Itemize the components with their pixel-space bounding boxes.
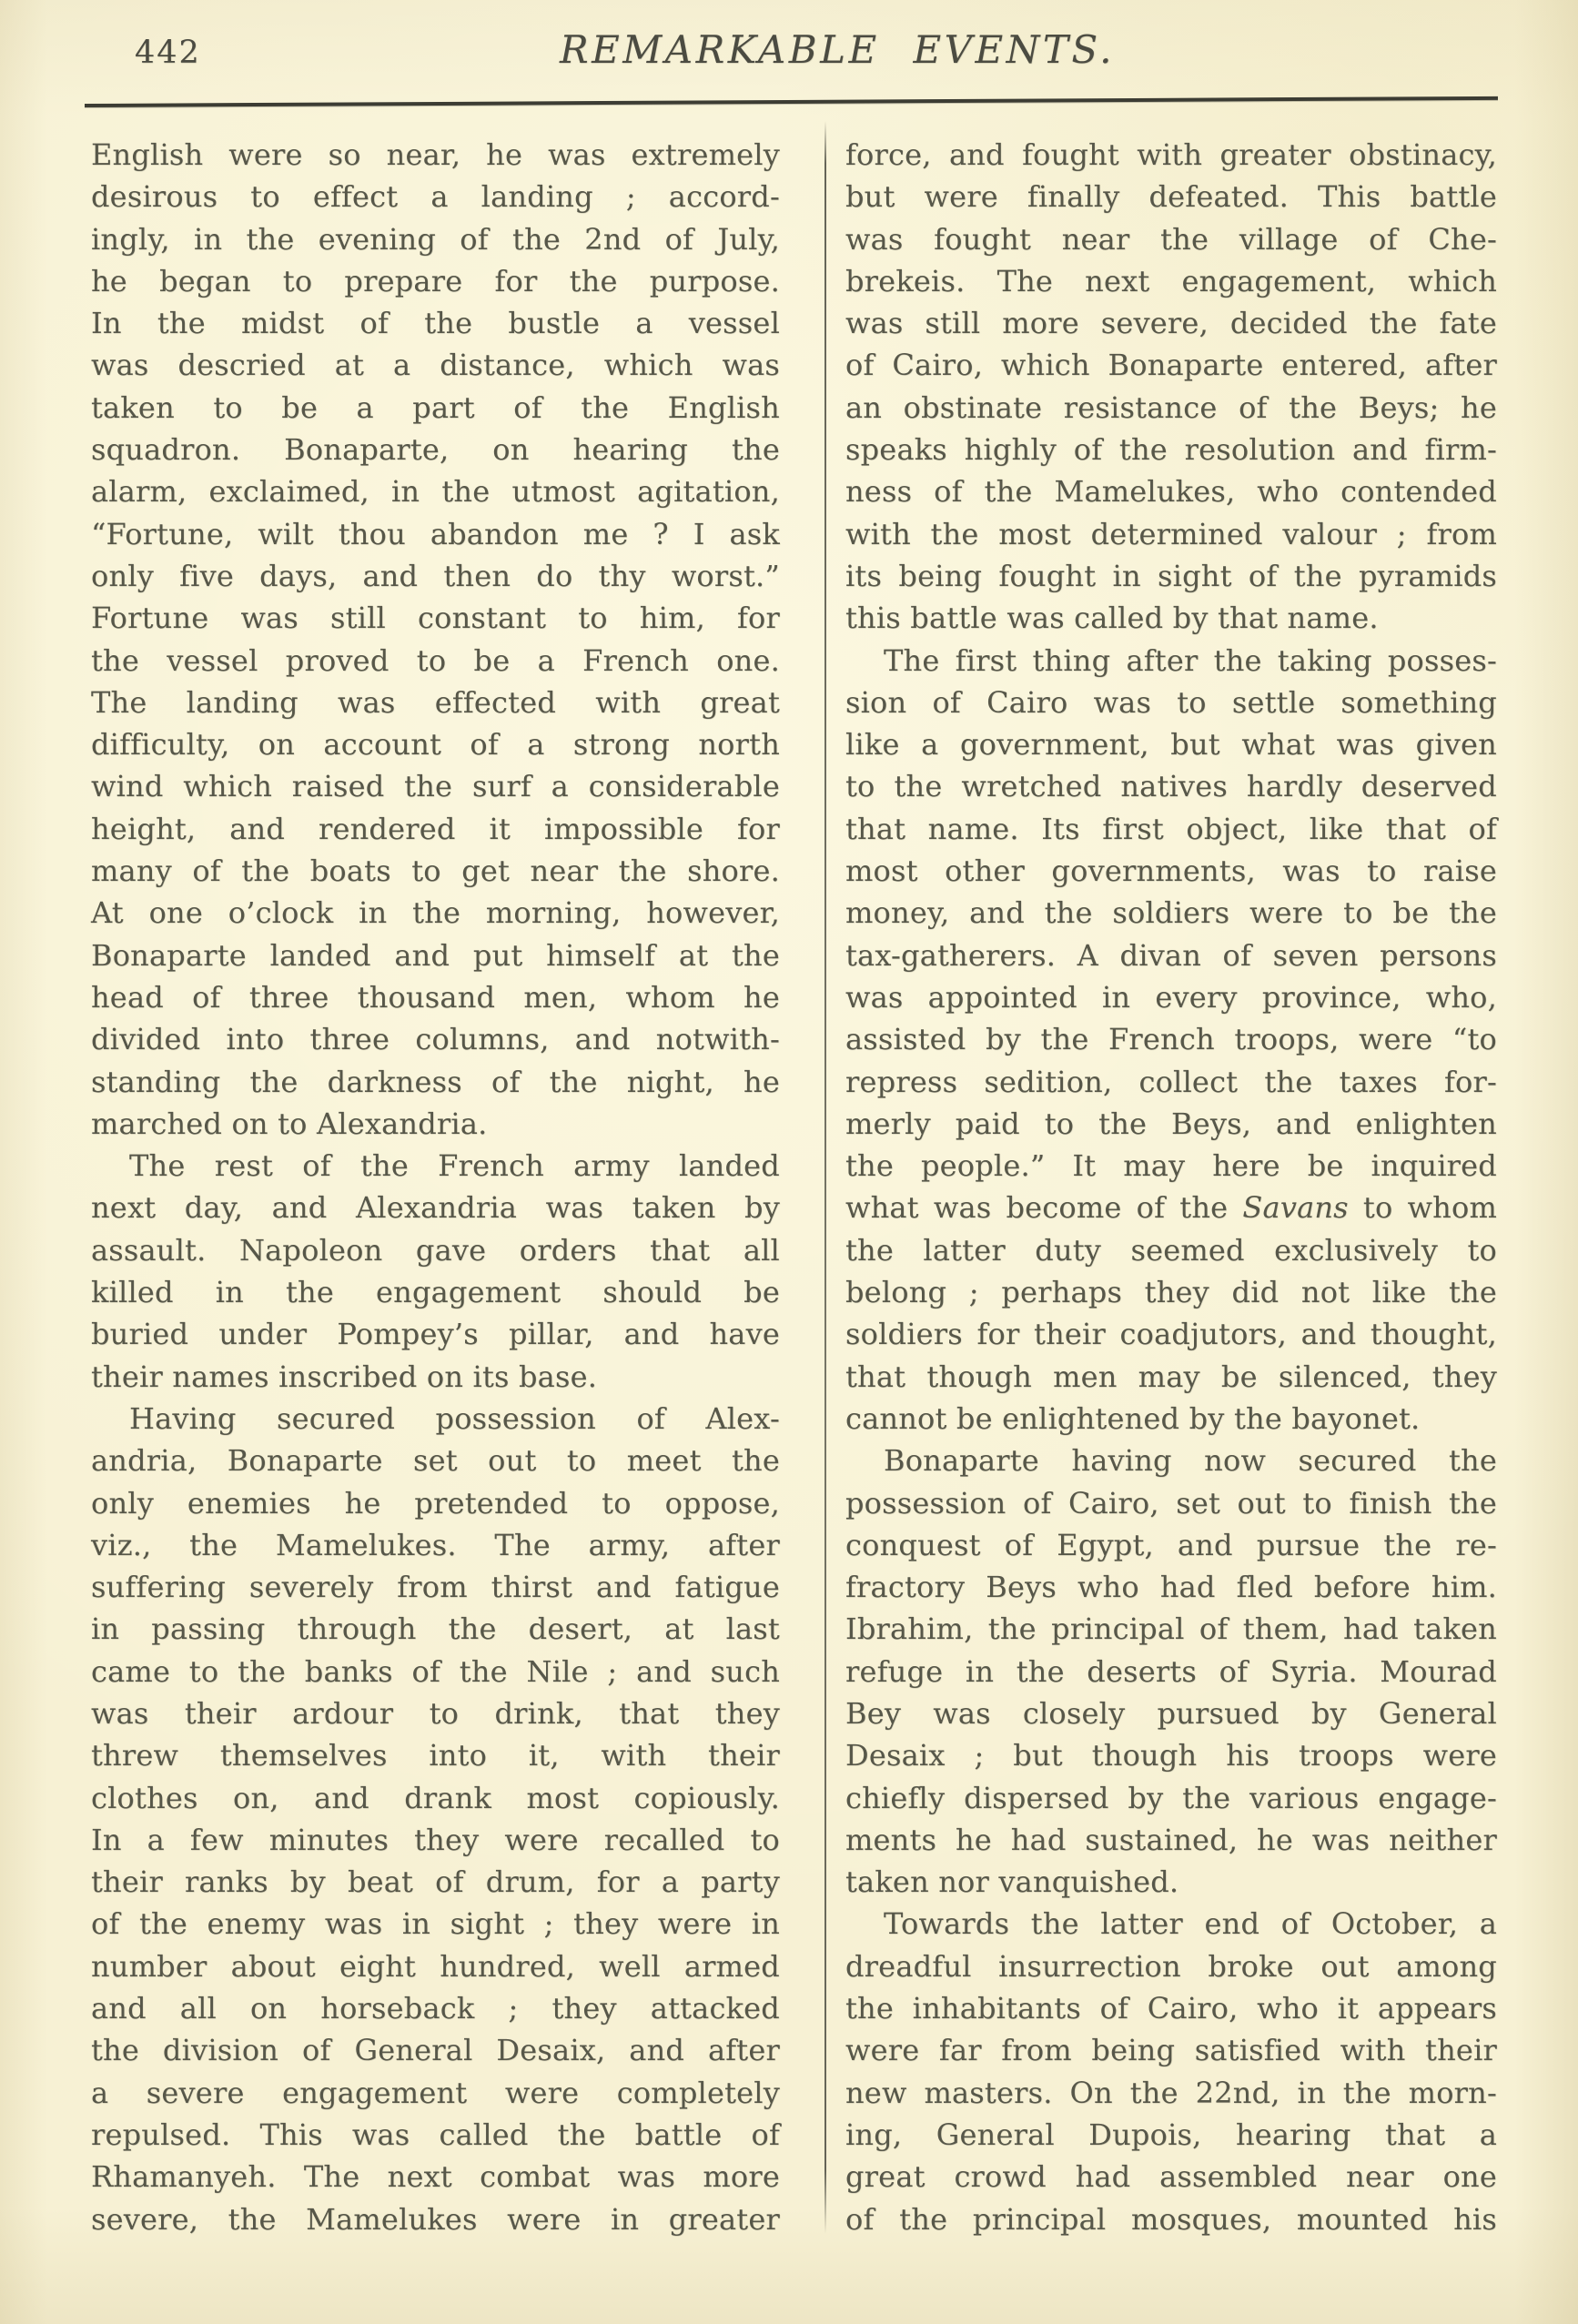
text-line: height, and rendered it impossible for [91,811,780,846]
text-line: refuge in the deserts of Syria. Mourad [845,1653,1497,1689]
text-line: soldiers for their coadjutors, and thought, [845,1317,1497,1352]
text-line: taken nor vanquished. [845,1864,1179,1900]
text-column-left [91,134,780,2240]
text-line: fractory Beys who had fled before him. [845,1570,1497,1605]
text-line: At one o’clock in the morning, however, [91,895,780,931]
text-line: he began to prepare for the purpose. [91,263,780,298]
text-line: wind which raised the surf a considerable [91,769,780,804]
text-line: was still more severe, decided the fate [845,306,1497,341]
text-line: the people.” It may here be inquired [845,1148,1497,1184]
text-line: Rhamanyeh. The next combat was more [91,2159,780,2195]
text-line: and all on horseback ; they attacked [91,1991,780,2026]
text-line: alarm, exclaimed, in the utmost agitation, [91,474,780,510]
text-line: many of the boats to get near the shore. [91,854,780,889]
text-line: was descried at a distance, which was [91,348,780,383]
text-line: that though men may be silenced, they [845,1359,1497,1394]
text-line: its being fought in sight of the pyramids [845,558,1497,593]
text-line: repulsed. This was called the battle of [91,2117,780,2152]
text-line: the vessel proved to be a French one. [91,642,780,678]
text-line: chiefly dispersed by the various engage- [845,1780,1497,1815]
text-line: dreadful insurrection broke out among [845,1948,1497,1984]
text-line: number about eight hundred, well armed [91,1948,780,1984]
text-line: only enemies he pretended to oppose, [91,1485,780,1521]
text-line: standing the darkness of the night, he [91,1064,780,1099]
text-line: assault. Napoleon gave orders that all [91,1232,780,1268]
text-line: their names inscribed on its base. [91,1359,598,1394]
text-line: the inhabitants of Cairo, who it appears [845,1991,1497,2026]
text-line: Having secured possession of Alex- [129,1400,780,1436]
text-column-right [845,134,1497,2240]
text-line: ments he had sustained, he was neither [845,1822,1497,1857]
text-line: the division of General Desaix, and after [91,2033,780,2068]
column-divider-rule [824,121,826,2234]
text-line: andria, Bonaparte set out to meet the [91,1443,780,1479]
text-line: In a few minutes they were recalled to [91,1822,780,1857]
running-head-title: REMARKABLE EVENTS. [559,27,1116,72]
text-line: next day, and Alexandria was taken by [91,1190,780,1226]
text-line: merly paid to the Beys, and enlighten [845,1106,1497,1141]
text-line: English were so near, he was extremely [91,137,780,172]
text-line: Bonaparte landed and put himself at the [91,937,780,973]
text-line: of the principal mosques, mounted his [845,2201,1497,2237]
text-line: belong ; perhaps they did not like the [845,1275,1497,1310]
text-line: Towards the latter end of October, a [884,1906,1497,1942]
text-line: threw themselves into it, with their [91,1738,780,1773]
text-line: severe, the Mamelukes were in greater [91,2201,780,2237]
text-line: of Cairo, which Bonaparte entered, after [845,348,1497,383]
text-line: head of three thousand men, whom he [91,979,780,1015]
text-line: Desaix ; but though his troops were [845,1738,1497,1773]
text-line: clothes on, and drank most copiously. [91,1780,780,1815]
text-line: was fought near the village of Che- [845,221,1497,257]
text-line: “Fortune, wilt thou abandon me ? I ask [91,516,780,551]
text-line: difficulty, on account of a strong north [91,727,780,763]
text-line: this battle was called by that name. [845,601,1379,636]
text-line: that name. Its first object, like that of [845,811,1497,846]
text-line: like a government, but what was given [845,727,1497,763]
text-line: buried under Pompey’s pillar, and have [91,1317,780,1352]
text-line: with the most determined valour ; from [845,516,1497,551]
text-line: of the enemy was in sight ; they were in [91,1906,780,1942]
text-line: The first thing after the taking posses- [884,642,1497,678]
text-line: great crowd had assembled near one [845,2159,1497,2195]
text-line: but were finally defeated. This battle [845,179,1497,215]
text-line: In the midst of the bustle a vessel [91,306,780,341]
text-line: cannot be enlightened by the bayonet. [845,1400,1421,1436]
text-line: divided into three columns, and notwith- [91,1022,780,1057]
text-line: only five days, and then do thy worst.” [91,558,780,593]
text-line: ingly, in the evening of the 2nd of July, [91,221,780,257]
text-line: suffering severely from thirst and fatigue [91,1570,780,1605]
text-line: an obstinate resistance of the Beys; he [845,389,1497,425]
text-line: possession of Cairo, set out to finish the [845,1485,1497,1521]
text-line: came to the banks of the Nile ; and such [91,1653,780,1689]
text-line: most other governments, was to raise [845,854,1497,889]
text-line: repress sedition, collect the taxes for- [845,1064,1497,1099]
text-line: assisted by the French troops, were “to [845,1022,1497,1057]
text-line: viz., the Mamelukes. The army, after [91,1527,780,1562]
text-line: the latter duty seemed exclusively to [845,1232,1497,1268]
header-rule [85,96,1498,107]
text-line: taken to be a part of the English [91,389,780,425]
text-line: a severe engagement were completely [91,2075,780,2110]
text-line: what was become of the Savans to whom [845,1190,1497,1226]
text-line: Bey was closely pursued by General [845,1695,1497,1731]
text-line: The rest of the French army landed [129,1148,780,1184]
text-line: Fortune was still constant to him, for [91,601,780,636]
text-line: speaks highly of the resolution and firm- [845,432,1497,468]
text-line: was appointed in every province, who, [845,979,1497,1015]
text-line: conquest of Egypt, and pursue the re- [845,1527,1497,1562]
text-line: desirous to effect a landing ; accord- [91,179,780,215]
text-line: squadron. Bonaparte, on hearing the [91,432,780,468]
text-line: new masters. On the 22nd, in the morn- [845,2075,1497,2110]
text-line: sion of Cairo was to settle something [845,684,1497,720]
text-line: marched on to Alexandria. [91,1106,488,1141]
page-number: 442 [135,35,201,71]
text-line: The landing was effected with great [91,684,780,720]
text-line: ness of the Mamelukes, who contended [845,474,1497,510]
text-line: was their ardour to drink, that they [91,1695,780,1731]
text-line: their ranks by beat of drum, for a party [91,1864,780,1900]
text-line: in passing through the desert, at last [91,1612,780,1647]
text-line: money, and the soldiers were to be the [845,895,1497,931]
text-line: were far from being satisfied with their [845,2033,1497,2068]
text-line: to the wretched natives hardly deserved [845,769,1497,804]
text-line: ing, General Dupois, hearing that a [845,2117,1497,2152]
text-line: brekeis. The next engagement, which [845,263,1497,298]
text-line: killed in the engagement should be [91,1275,780,1310]
text-line: Ibrahim, the principal of them, had taken [845,1612,1497,1647]
text-line: Bonaparte having now secured the [884,1443,1497,1479]
text-line: force, and fought with greater obstinacy, [845,137,1497,172]
text-line: tax-gatherers. A divan of seven persons [845,937,1497,973]
